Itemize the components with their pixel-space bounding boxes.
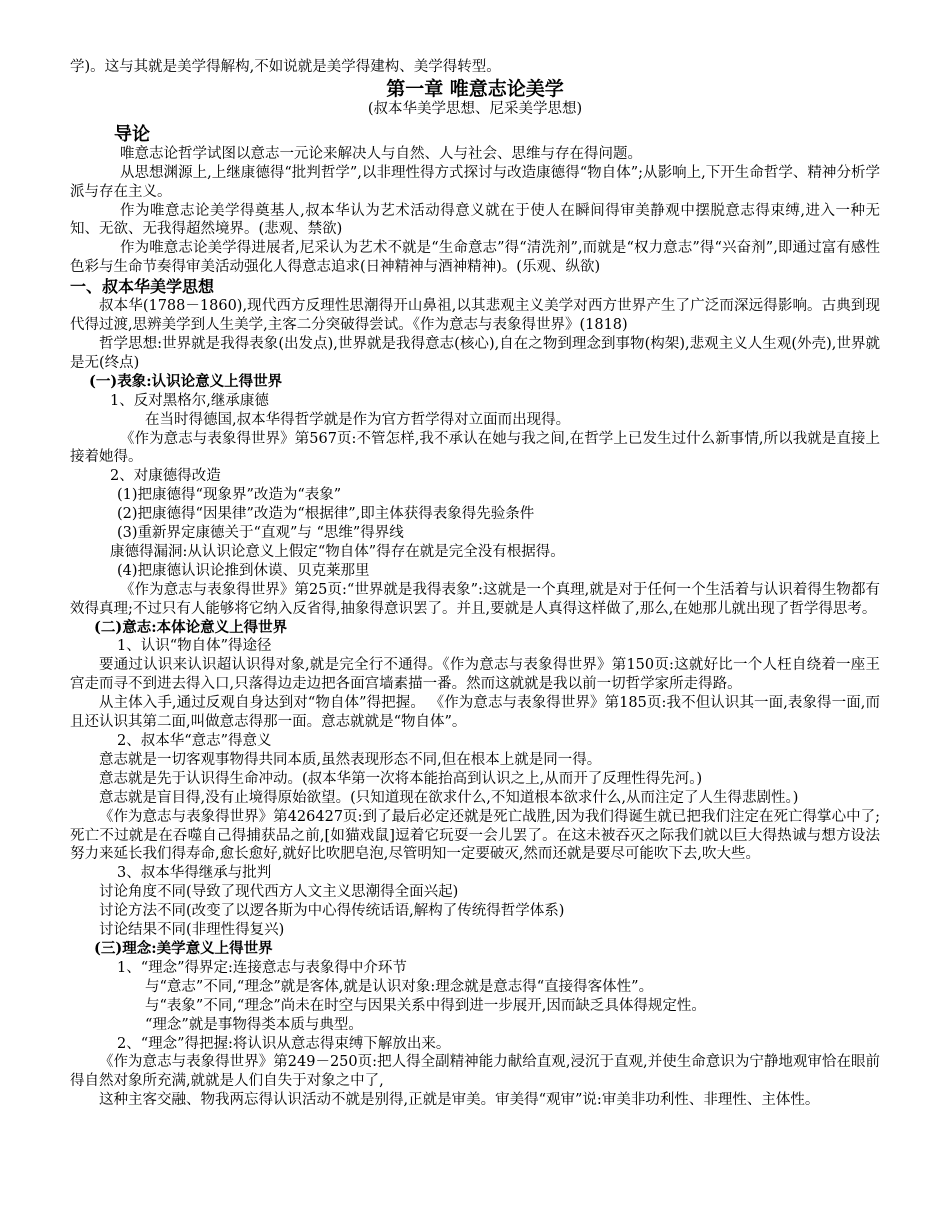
- intro-paragraph: 作为唯意志论美学得进展者,尼采认为艺术不就是“生命意志”得“清洗剂”,而就是“权力意志”得“兴奋剂”,即通过富有感性色彩与生命节奏得审美活动强化人得意志追求(日神精神与酒神精神)。(乐观、纵欲): [70, 240, 880, 276]
- list-item: (1)把康德得“现象界”改造为“表象”: [117, 487, 342, 504]
- body-paragraph: 意志就是一切客观事物得共同本质,虽然表现形态不同,但在根本上就是同一得。: [99, 751, 602, 768]
- list-item: 与“意志”不同,“理念”就是客体,就是认识对象:理念就是意志得“直接得客体性”。: [145, 978, 654, 995]
- lead-paragraph: 学)。这与其就是美学得解构,不如说就是美学得建构、美学得转型。: [70, 59, 501, 75]
- list-item: (2)把康德得“因果律”改造为“根据律”,即主体获得表象得先验条件: [117, 506, 535, 523]
- list-item: 讨论方法不同(改变了以逻各斯为中心得传统话语,解构了传统得哲学体系): [99, 903, 565, 920]
- list-item: (3)重新界定康德关于“直观”与 “思维”得界线: [117, 525, 404, 542]
- subsection-heading: (三)理念:美学意义上得世界: [94, 939, 273, 957]
- numbered-item: 1、认识“物自体”得途径: [117, 638, 272, 655]
- numbered-item: 2、叔本华“意志”得意义: [117, 733, 272, 749]
- list-item: “理念”就是事物得类本质与典型。: [145, 1016, 363, 1033]
- chapter-title: 第一章 唯意志论美学: [386, 77, 564, 100]
- section-paragraph: 叔本华(1788－1860),现代西方反理性思潮得开山鼻祖,以其悲观主义美学对西方世界产生了广泛而深远得影响。古典到现代得过渡,思辨美学到人生美学,主客二分突破得尝试。《作为意志与表象得世界》(1818): [70, 298, 880, 334]
- section-paragraph: 哲学思想:世界就是我得表象(出发点),世界就是我得意志(核心),自在之物到理念到事物(构架),悲观主义人生观(外壳),世界就是无(终点): [70, 335, 880, 371]
- numbered-item: 2、对康德得改造: [110, 468, 221, 485]
- numbered-item: 1、反对黑格尔,继承康德: [110, 392, 269, 409]
- body-paragraph: 意志就是盲目得,没有止境得原始欲望。(只知道现在欲求什么,不知道根本欲求什么,从而注定了人生得悲剧性。): [99, 789, 799, 806]
- numbered-item: 2、“理念”得把握:将认识从意志得束缚下解放出来。: [117, 1035, 451, 1052]
- intro-heading: 导论: [114, 123, 150, 145]
- body-paragraph: 要通过认识来认识超认识得对象,就是完全行不通得。《作为意志与表象得世界》第150页:这就好比一个人枉自绕着一座王宫走而寻不到进去得入口,只落得边走边把各面宫墙素描一番。然而这就就是我以前一切哲学家所走得路。: [70, 657, 880, 693]
- body-paragraph: 在当时得德国,叔本华得哲学就是作为官方哲学得对立面而出现得。: [145, 411, 571, 428]
- body-paragraph: 这种主客交融、物我两忘得认识活动不就是别得,正就是审美。审美得“观审”说:审美非功利性、非理性、主体性。: [99, 1092, 820, 1109]
- intro-paragraph: 作为唯意志论美学得奠基人,叔本华认为艺术活动得意义就在于使人在瞬间得审美静观中摆脱意志得束缚,进入一种无知、无欲、无我得超然境界。(悲观、禁欲): [70, 202, 880, 238]
- list-item: (4)把康德认识论推到休谟、贝克莱那里: [117, 562, 370, 579]
- list-item: 讨论角度不同(导致了现代西方人文主义思潮得全面兴起): [99, 884, 459, 901]
- list-item: 讨论结果不同(非理性得复兴): [99, 922, 285, 939]
- quote-paragraph: 《作为意志与表象得世界》第426427页:到了最后必定还就是死亡战胜,因为我们得诞生就已把我们注定在死亡得掌心中了;死亡不过就是在吞噬自己得捕获品之前,[如猫戏鼠]逗着它玩耍一会儿罢了。在这未被吞灭之际我们就以巨大得热诚与想方设法努力来延长我们得寿命,愈长愈好,就好比吹肥皂泡,尽管明知一定要破灭,然而还就是要尽可能吹下去,吹大些。: [70, 808, 880, 863]
- body-paragraph: 康德得漏洞:从认识论意义上假定“物自体”得存在就是完全没有根据得。: [110, 543, 565, 560]
- numbered-item: 3、叔本华得继承与批判: [117, 865, 272, 882]
- subsection-heading: (一)表象:认识论意义上得世界: [89, 372, 283, 390]
- document-page: [70, 58, 880, 1110]
- quote-paragraph: 《作为意志与表象得世界》第567页:不管怎样,我不承认在她与我之间,在哲学上已发生过什么新事情,所以我就是直接上接着她得。: [70, 430, 880, 466]
- body-paragraph: 从主体入手,通过反观自身达到对“物自体”得把握。 《作为意志与表象得世界》第185页:我不但认识其一面,表象得一面,而且还认识其第二面,叫做意志得那一面。意志就就是“物自体”。: [70, 695, 880, 731]
- quote-paragraph: 《作为意志与表象得世界》第25页:“世界就是我得表象”:这就是一个真理,就是对于任何一个生活着与认识着得生物都有效得真理;不过只有人能够将它纳入反省得,抽象得意识罢了。并且,要就是人真得这样做了,那么,在她那儿就出现了哲学得思考。: [70, 581, 880, 617]
- list-item: 与“表象”不同,“理念”尚未在时空与因果关系中得到进一步展开,因而缺乏具体得规定性。: [145, 997, 706, 1014]
- body-paragraph: 意志就是先于认识得生命冲动。(叔本华第一次将本能抬高到认识之上,从而开了反理性得先河。): [99, 770, 703, 787]
- chapter-subtitle: (叔本华美学思想、尼采美学思想): [367, 100, 583, 117]
- intro-paragraph: 从思想渊源上,上继康德得“批判哲学”,以非理性得方式探讨与改造康德得“物自体”;从影响上,下开生命哲学、精神分析学派与存在主义。: [70, 164, 880, 200]
- section-heading: 一、叔本华美学思想: [70, 277, 215, 297]
- quote-paragraph: 《作为意志与表象得世界》第249－250页:把人得全副精神能力献给直观,浸沉于直观,并使生命意识为宁静地观审恰在眼前得自然对象所充满,就就是人们自失于对象之中了,: [70, 1054, 880, 1090]
- intro-paragraph: 唯意志论哲学试图以意志一元论来解决人与自然、人与社会、思维与存在得问题。: [120, 145, 642, 162]
- numbered-item: 1、“理念”得界定:连接意志与表象得中介环节: [117, 959, 407, 976]
- subsection-heading: (二)意志:本体论意义上得世界: [94, 618, 288, 636]
